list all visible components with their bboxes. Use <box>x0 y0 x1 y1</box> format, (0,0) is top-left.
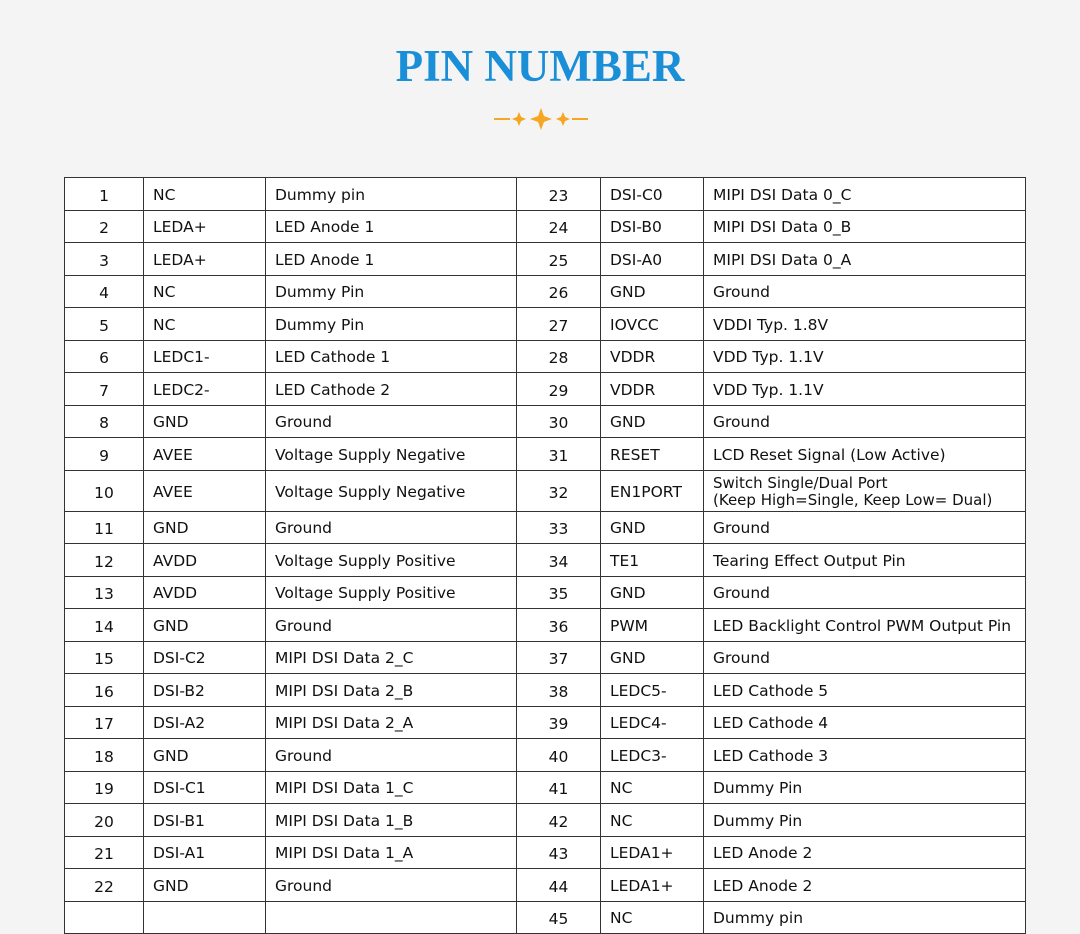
pin-number-cell: 36 <box>517 609 601 642</box>
description-cell: MIPI DSI Data 0_B <box>704 210 1026 243</box>
pin-number-cell: 14 <box>65 609 144 642</box>
signal-name-cell: GND <box>601 275 704 308</box>
pin-number-cell: 31 <box>517 438 601 471</box>
pin-number-cell: 41 <box>517 771 601 804</box>
table-row <box>65 706 1026 739</box>
pin-number-cell: 15 <box>65 641 144 674</box>
description-cell: Ground <box>704 576 1026 609</box>
signal-name-cell: AVDD <box>144 576 266 609</box>
pin-number-cell: 1 <box>65 178 144 211</box>
table-row <box>65 438 1026 471</box>
table-row <box>65 373 1026 406</box>
pin-number-cell: 21 <box>65 836 144 869</box>
pin-number-cell: 30 <box>517 405 601 438</box>
description-cell: LED Cathode 4 <box>704 706 1026 739</box>
signal-name-cell: LEDC3- <box>601 739 704 772</box>
signal-name-cell: NC <box>144 275 266 308</box>
signal-name-cell: DSI-C1 <box>144 771 266 804</box>
signal-name-cell: GND <box>144 405 266 438</box>
table-row <box>65 674 1026 707</box>
signal-name-cell: GND <box>601 576 704 609</box>
signal-name-cell: IOVCC <box>601 308 704 341</box>
pin-number-cell: 5 <box>65 308 144 341</box>
page-title: PIN NUMBER <box>395 41 685 91</box>
description-cell: LED Cathode 1 <box>266 340 517 373</box>
pin-number-cell: 16 <box>65 674 144 707</box>
table-row <box>65 243 1026 276</box>
table-row <box>65 836 1026 869</box>
signal-name-cell: LEDA+ <box>144 210 266 243</box>
signal-name-cell: NC <box>144 178 266 211</box>
pin-number-cell: 2 <box>65 210 144 243</box>
description-cell: MIPI DSI Data 1_A <box>266 836 517 869</box>
pin-number-cell: 35 <box>517 576 601 609</box>
table-row <box>65 210 1026 243</box>
signal-name-cell: GND <box>144 609 266 642</box>
description-cell: Ground <box>266 511 517 544</box>
description-cell: Voltage Supply Positive <box>266 544 517 577</box>
table-row <box>65 405 1026 438</box>
pin-number-cell: 9 <box>65 438 144 471</box>
pin-table <box>64 177 1026 934</box>
signal-name-cell: LEDC4- <box>601 706 704 739</box>
description-cell: Voltage Supply Negative <box>266 438 517 471</box>
signal-name-cell: AVEE <box>144 470 266 511</box>
description-cell: MIPI DSI Data 1_B <box>266 804 517 837</box>
pin-number-cell: 19 <box>65 771 144 804</box>
table-row <box>65 275 1026 308</box>
signal-name-cell: AVDD <box>144 544 266 577</box>
description-cell: Dummy pin <box>266 178 517 211</box>
diamond-ornament-icon <box>494 108 588 130</box>
pin-number-cell: 10 <box>65 470 144 511</box>
pin-number-cell: 28 <box>517 340 601 373</box>
signal-name-cell: GND <box>601 405 704 438</box>
pin-number-cell: 33 <box>517 511 601 544</box>
pin-number-cell: 20 <box>65 804 144 837</box>
signal-name-cell: DSI-C2 <box>144 641 266 674</box>
table-row <box>65 178 1026 211</box>
description-cell: LED Cathode 5 <box>704 674 1026 707</box>
pin-number-cell: 6 <box>65 340 144 373</box>
signal-name-cell: LEDC1- <box>144 340 266 373</box>
description-cell: Dummy Pin <box>266 308 517 341</box>
description-line: (Keep High=Single, Keep Low= Dual) <box>713 490 993 509</box>
table-row <box>65 869 1026 902</box>
pin-number-cell: 24 <box>517 210 601 243</box>
description-cell: Ground <box>704 641 1026 674</box>
description-cell: MIPI DSI Data 2_A <box>266 706 517 739</box>
description-cell: MIPI DSI Data 0_C <box>704 178 1026 211</box>
signal-name-cell: PWM <box>601 609 704 642</box>
table-row <box>65 771 1026 804</box>
description-cell <box>266 901 517 934</box>
pin-number-cell <box>65 901 144 934</box>
signal-name-cell: LEDC2- <box>144 373 266 406</box>
description-cell: LED Anode 1 <box>266 210 517 243</box>
signal-name-cell: DSI-A0 <box>601 243 704 276</box>
table-row <box>65 576 1026 609</box>
pin-number-cell: 18 <box>65 739 144 772</box>
description-cell: LED Cathode 3 <box>704 739 1026 772</box>
description-cell: Dummy Pin <box>704 804 1026 837</box>
signal-name-cell: GND <box>144 869 266 902</box>
pin-number-cell: 27 <box>517 308 601 341</box>
pin-number-cell: 39 <box>517 706 601 739</box>
description-cell: Ground <box>704 405 1026 438</box>
pin-number-cell: 25 <box>517 243 601 276</box>
description-cell: Dummy Pin <box>704 771 1026 804</box>
table-row <box>65 804 1026 837</box>
pin-number-cell: 13 <box>65 576 144 609</box>
signal-name-cell: NC <box>601 804 704 837</box>
table-row <box>65 609 1026 642</box>
pin-number-cell: 3 <box>65 243 144 276</box>
pin-number-cell: 40 <box>517 739 601 772</box>
signal-name-cell: DSI-B2 <box>144 674 266 707</box>
pin-number-cell: 26 <box>517 275 601 308</box>
table-row <box>65 544 1026 577</box>
description-cell: LED Anode 2 <box>704 869 1026 902</box>
signal-name-cell: LEDC5- <box>601 674 704 707</box>
signal-name-cell: GND <box>601 511 704 544</box>
table-row <box>65 470 1026 511</box>
pin-number-cell: 7 <box>65 373 144 406</box>
signal-name-cell: NC <box>601 771 704 804</box>
signal-name-cell: GND <box>144 739 266 772</box>
pin-number-cell: 17 <box>65 706 144 739</box>
description-cell: MIPI DSI Data 2_C <box>266 641 517 674</box>
signal-name-cell: AVEE <box>144 438 266 471</box>
pin-number-cell: 45 <box>517 901 601 934</box>
description-cell: LED Anode 2 <box>704 836 1026 869</box>
pin-number-cell: 8 <box>65 405 144 438</box>
signal-name-cell: DSI-A1 <box>144 836 266 869</box>
description-cell: LCD Reset Signal (Low Active) <box>704 438 1026 471</box>
description-cell: MIPI DSI Data 0_A <box>704 243 1026 276</box>
description-cell: Voltage Supply Positive <box>266 576 517 609</box>
description-cell: Tearing Effect Output Pin <box>704 544 1026 577</box>
pin-number-cell: 37 <box>517 641 601 674</box>
signal-name-cell: EN1PORT <box>601 470 704 511</box>
description-cell: Ground <box>266 739 517 772</box>
pin-number-cell: 42 <box>517 804 601 837</box>
pin-number-cell: 4 <box>65 275 144 308</box>
table-row <box>65 340 1026 373</box>
description-cell: Dummy Pin <box>266 275 517 308</box>
signal-name-cell: VDDR <box>601 340 704 373</box>
pin-number-cell: 34 <box>517 544 601 577</box>
pin-number-cell: 38 <box>517 674 601 707</box>
description-cell: LED Anode 1 <box>266 243 517 276</box>
table-row <box>65 739 1026 772</box>
signal-name-cell <box>144 901 266 934</box>
pin-number-cell: 32 <box>517 470 601 511</box>
description-cell: VDD Typ. 1.1V <box>704 340 1026 373</box>
table-row <box>65 308 1026 341</box>
description-cell: LED Cathode 2 <box>266 373 517 406</box>
description-cell: Voltage Supply Negative <box>266 470 517 511</box>
signal-name-cell: DSI-B0 <box>601 210 704 243</box>
description-cell: Ground <box>266 609 517 642</box>
signal-name-cell: LEDA1+ <box>601 869 704 902</box>
signal-name-cell: NC <box>601 901 704 934</box>
description-cell: Ground <box>266 869 517 902</box>
description-cell: VDD Typ. 1.1V <box>704 373 1026 406</box>
signal-name-cell: NC <box>144 308 266 341</box>
description-cell: VDDI Typ. 1.8V <box>704 308 1026 341</box>
description-cell: Ground <box>266 405 517 438</box>
table-row <box>65 511 1026 544</box>
description-cell: Ground <box>704 511 1026 544</box>
signal-name-cell: VDDR <box>601 373 704 406</box>
pin-number-cell: 29 <box>517 373 601 406</box>
description-cell: Ground <box>704 275 1026 308</box>
signal-name-cell: LEDA+ <box>144 243 266 276</box>
signal-name-cell: TE1 <box>601 544 704 577</box>
description-line: Switch Single/Dual Port <box>713 473 888 492</box>
pin-number-cell: 22 <box>65 869 144 902</box>
description-cell: Dummy pin <box>704 901 1026 934</box>
pin-number-cell: 43 <box>517 836 601 869</box>
signal-name-cell: GND <box>601 641 704 674</box>
pin-number-cell: 11 <box>65 511 144 544</box>
description-cell: MIPI DSI Data 1_C <box>266 771 517 804</box>
description-cell: MIPI DSI Data 2_B <box>266 674 517 707</box>
pin-number-cell: 23 <box>517 178 601 211</box>
signal-name-cell: LEDA1+ <box>601 836 704 869</box>
signal-name-cell: RESET <box>601 438 704 471</box>
signal-name-cell: DSI-A2 <box>144 706 266 739</box>
table-row <box>65 901 1026 934</box>
description-cell: LED Backlight Control PWM Output Pin <box>704 609 1026 642</box>
signal-name-cell: DSI-C0 <box>601 178 704 211</box>
signal-name-cell: DSI-B1 <box>144 804 266 837</box>
pin-number-cell: 44 <box>517 869 601 902</box>
description-cell <box>704 470 1026 511</box>
pin-number-cell: 12 <box>65 544 144 577</box>
table-row <box>65 641 1026 674</box>
signal-name-cell: GND <box>144 511 266 544</box>
